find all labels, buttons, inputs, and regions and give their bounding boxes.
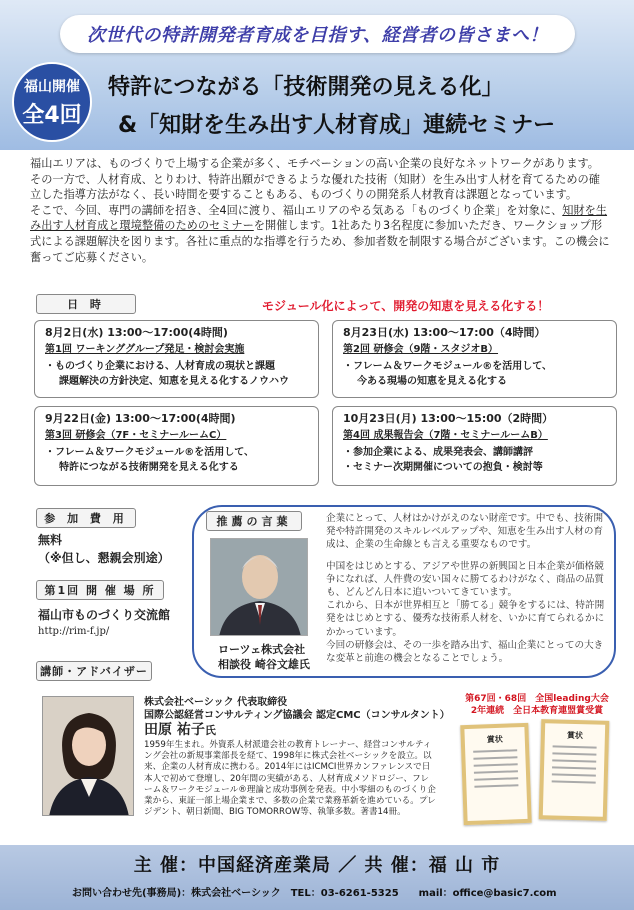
rec-paragraph: これから、日本が世界相互と「勝てる」競争をするには、特許開発をはじめとする、優秀な技術系人材を、いかに育てられるかにかかっています。 (326, 600, 605, 638)
session-title: 第2回 研修会（9階・スタジオB） (343, 344, 499, 355)
event-badge (12, 62, 92, 142)
session-item: 特許につながる技術開発を見える化する (59, 462, 239, 473)
badge-count: 全4回 (22, 103, 82, 128)
intro-p2-end: を開催します。1社あたり3名程度に参加いただき、ワークショップ形式による課題解決を図ります。各社に重点的な指導を行うため、参加者数を制限する場合がございます。この機会に奮ってご応募ください。 (30, 219, 610, 264)
fee-amount: 無料 (38, 533, 63, 547)
contact-info: お問い合わせ先(事務局)：株式会社ベーシック TEL：03-6261-5325 mail：office@basic7.com (72, 888, 557, 899)
intro-text (30, 156, 610, 265)
session-item: ・フレーム＆ワークモジュール®を活用して、 (343, 361, 552, 372)
tagline-box (60, 15, 575, 53)
badge-location: 福山開催 (24, 79, 80, 95)
intro-p2-start: そこで、今回、専門の講師を招き、全4回に渡り、福山エリアのやる気ある「ものづくり企業」を対象に、 (30, 203, 563, 217)
award-caption-line1: 第67回・68回 全国leading大会 (465, 694, 609, 704)
advisor-certification: 国際公認経営コンサルティング協議会 認定CMC（コンサルタント） (144, 710, 450, 721)
session-title: 第3回 研修会（7F・セミナールームC） (45, 430, 227, 441)
intro-p2-highlight: 知財を生み出す人材育成と環境整備のためのセミナー (30, 203, 608, 233)
advisor-bio: 1959年生まれ。外資系人材派遣会社の教育トレーナー、経営コンサルティング会社の新規事業部長を経て、1998年に株式会社ベーシックを設立。以来、企業の人材育成に携わる。2014年にはICMCI世界カンファレンスで日本人で初めて登壇し、20年間の実績がある、人材育成メソドロジー、フレーム＆ワークモジュール®理論と成功事例を発表。中小零細のものづくり企業から、東証一部上場企業まで、多数の企業で業務革新を進めている。プレジデント、朝日新聞、BIG TOMORROW等、執筆多数。著書14冊。 (144, 740, 436, 818)
advisor-name-text: 田原 祐子 (144, 722, 205, 738)
advisor-company: 株式会社ベーシック 代表取締役 (144, 697, 288, 708)
page-title-line2: &「知財を生み出す人材育成」連続セミナー (118, 113, 556, 138)
award-caption-line2: 2年連続 全日本教育連盟賞受賞 (470, 706, 604, 716)
recommender-name: 相談役 崎谷文雄氏 (218, 658, 310, 671)
page-title-line1: 特許につながる「技術開発の見える化」 (108, 75, 504, 100)
rec-paragraph: 中国をはじめとする、アジアや世界の新興国と日本企業が価格競争になれば、人件費の安い国々に勝てるわけがなく、商品の品質も、どんどん日本に追いついてきています。 (326, 560, 605, 599)
session-card-1 (34, 320, 319, 398)
advisor-honorific: 氏 (204, 724, 216, 737)
fee-text (38, 531, 170, 567)
person-silhouette-icon (43, 697, 134, 816)
rec-paragraph: 企業にとって、人材はかけがえのない財産です。中でも、技術開発や特許開発のスキルレベルアップや、知恵を生み出す人材の育成は、企業の生命線とも言える重要なものです。 (326, 513, 604, 551)
session-card-3 (34, 406, 319, 486)
person-silhouette-icon (211, 539, 308, 636)
session-title: 第1回 ワーキンググループ発足・検討会実施 (45, 344, 245, 355)
advisor-photo (42, 696, 134, 816)
session-date: 8月2日(水) 13:00～17:00(4時間) (45, 326, 228, 339)
session-item: ・セミナー次期開催についての抱負・検討等 (343, 462, 543, 473)
session-card-4 (332, 406, 617, 486)
award-certificate-2 (539, 719, 610, 821)
venue-name: 福山市ものづくり交流館 (38, 608, 171, 622)
session-date: 9月22日(金) 13:00～17:00(4時間) (45, 412, 236, 425)
fee-label: 参 加 費 用 (36, 508, 136, 528)
fee-note: （※但し、懇親会別途） (38, 551, 170, 565)
session-item: 課題解決の方針決定、知恵を見える化するノウハウ (59, 376, 289, 387)
session-item: ・ものづくり企業における、人材育成の現状と課題 (45, 361, 275, 372)
intro-paragraph-1: 福山エリアは、ものづくりで上場する企業が多く、モチベーションの高い企業の良好なネットワークがあります。その一方で、人材育成、とりわけ、特許出願ができるような優れた技術（知財）を生み出す人材を育てるための確立した指導方法がなく、長い時間を要することもある、ものづくりの開発系人材教育は課題となっています。 (30, 157, 600, 202)
session-item: ・フレーム＆ワークモジュール®を活用して、 (45, 447, 254, 458)
recommender-company: ローツェ株式会社 (218, 643, 306, 656)
session-date: 10月23日(月) 13:00～15:00（2時間） (343, 412, 554, 425)
session-card-2 (332, 320, 617, 398)
venue-url-link[interactable]: http://rim-f.jp/ (38, 626, 110, 637)
recommender-photo (210, 538, 308, 636)
cert-title: 賞状 (566, 730, 584, 741)
advisor-name (144, 719, 216, 739)
venue-label: 第1回 開 催 場 所 (36, 580, 164, 600)
cert-title: 賞状 (486, 734, 503, 745)
module-message: モジュール化によって、開発の知恵を見える化する！ (262, 299, 550, 313)
tagline: 次世代の特許開発者育成を目指す、経営者の皆さまへ！ (86, 25, 549, 46)
rec-paragraph: 今回の研修会は、その一歩を踏み出す、福山企業にとっての大きな変革と前進の機会となることでしょう。 (326, 639, 604, 665)
award-certificate-1 (460, 723, 531, 825)
schedule-label: 日 時 (36, 294, 136, 314)
intro-paragraph-2 (30, 203, 610, 265)
organizers: 主 催：中国経済産業局 ／ 共 催：福 山 市 (133, 855, 501, 876)
session-title: 第4回 成果報告会（7階・セミナールームB） (343, 430, 548, 441)
session-date: 8月23日(水) 13:00～17:00（4時間） (343, 326, 546, 339)
award-caption (462, 693, 612, 717)
recommendation-text (326, 512, 608, 665)
session-item: 今ある現場の知恵を見える化する (357, 376, 507, 387)
advisor-label: 講師・アドバイザー (36, 661, 152, 681)
session-item: ・参加企業による、成果発表会、講師講評 (343, 447, 533, 458)
recommendation-label: 推薦の言葉 (206, 511, 302, 531)
